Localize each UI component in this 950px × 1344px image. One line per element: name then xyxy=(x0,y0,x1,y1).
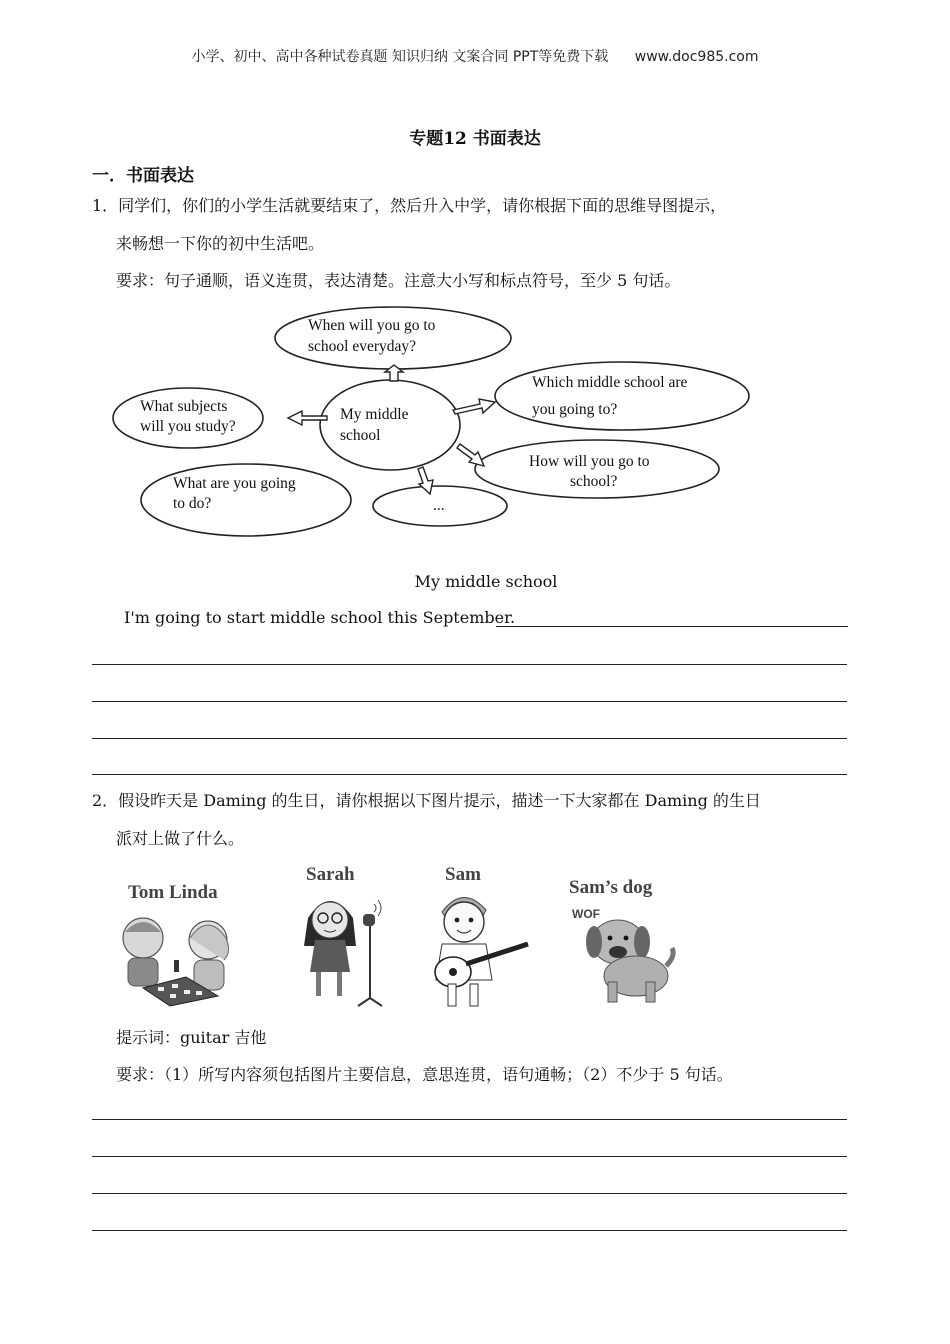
label-woof: WOF xyxy=(572,907,600,921)
answer-line[interactable] xyxy=(92,1156,847,1157)
mindmap-right-line2: you going to? xyxy=(532,401,618,418)
mindmap-bubble-center xyxy=(320,380,460,470)
answer-line[interactable] xyxy=(92,664,847,665)
answer-line[interactable] xyxy=(92,1119,847,1120)
mindmap-left-line1: What subjects xyxy=(140,398,228,415)
essay-start: I'm going to start middle school this September. xyxy=(124,608,516,627)
label-tom-linda: Tom Linda xyxy=(128,882,218,903)
mind-map xyxy=(100,300,760,540)
mindmap-right-line1: Which middle school are xyxy=(532,374,688,391)
mindmap-top-line2: school everyday? xyxy=(308,338,417,355)
arrow-right xyxy=(453,399,495,414)
mindmap-bottom-ellipsis: ... xyxy=(433,497,445,514)
mindmap-bottom-left-line2: to do? xyxy=(173,495,212,512)
tom-linda-illustration xyxy=(123,882,229,1006)
sams-dog-illustration xyxy=(569,877,673,1002)
arrow-down xyxy=(418,467,433,494)
answer-line[interactable] xyxy=(92,1193,847,1194)
answer-line[interactable] xyxy=(92,1230,847,1231)
arrow-left xyxy=(288,411,327,425)
q2-hint: 提示词：guitar 吉他 xyxy=(116,1028,267,1047)
answer-line[interactable] xyxy=(496,626,848,627)
answer-line[interactable] xyxy=(92,738,847,739)
mindmap-center-line1: My middle xyxy=(340,406,409,423)
label-sarah: Sarah xyxy=(306,864,355,885)
q1-requirements: 要求：句子通顺，语义连贯，表达清楚。注意大小写和标点符号，至少 5 句话。 xyxy=(116,271,681,290)
label-sam: Sam xyxy=(445,864,481,885)
label-sams-dog: Sam’s dog xyxy=(569,877,653,898)
document-title: 专题12 书面表达 xyxy=(409,129,541,149)
page-header xyxy=(0,46,950,66)
q2-prompt-line1: 2．假设昨天是 Daming 的生日，请你根据以下图片提示，描述一下大家都在 Daming 的生日 xyxy=(92,791,761,810)
mindmap-bottom-left-line1: What are you going xyxy=(173,475,296,492)
mindmap-center-line2: school xyxy=(340,427,381,444)
q1-prompt-line1: 1．同学们，你们的小学生活就要结束了，然后升入中学，请你根据下面的思维导图提示， xyxy=(92,196,727,215)
header-url[interactable]: www.doc985.com xyxy=(634,49,759,65)
arrow-down-right xyxy=(457,444,484,466)
sarah-illustration xyxy=(304,864,382,1006)
q1-prompt-line2: 来畅想一下你的初中生活吧。 xyxy=(116,234,325,253)
party-illustrations xyxy=(108,860,688,1010)
answer-line[interactable] xyxy=(92,701,847,702)
mindmap-top-line1: When will you go to xyxy=(308,317,436,334)
q2-prompt-line2: 派对上做了什么。 xyxy=(116,829,245,848)
mindmap-bubble-right xyxy=(495,362,749,430)
mindmap-left-line2: will you study? xyxy=(140,418,236,435)
mindmap-bottom-right-line2: school? xyxy=(570,473,618,490)
answer-line[interactable] xyxy=(92,774,847,775)
q2-requirements: 要求：（1）所写内容须包括图片主要信息，意思连贯，语句通畅；（2）不少于 5 句话。 xyxy=(116,1065,733,1084)
mindmap-bottom-right-line1: How will you go to xyxy=(529,453,650,470)
section-title: 一．书面表达 xyxy=(92,166,194,186)
arrow-up xyxy=(385,365,403,381)
sam-illustration xyxy=(435,864,528,1006)
header-text: 小学、初中、高中各种试卷真题 知识归纳 文案合同 PPT等免费下载 xyxy=(191,49,609,65)
essay-title: My middle school xyxy=(414,572,558,591)
